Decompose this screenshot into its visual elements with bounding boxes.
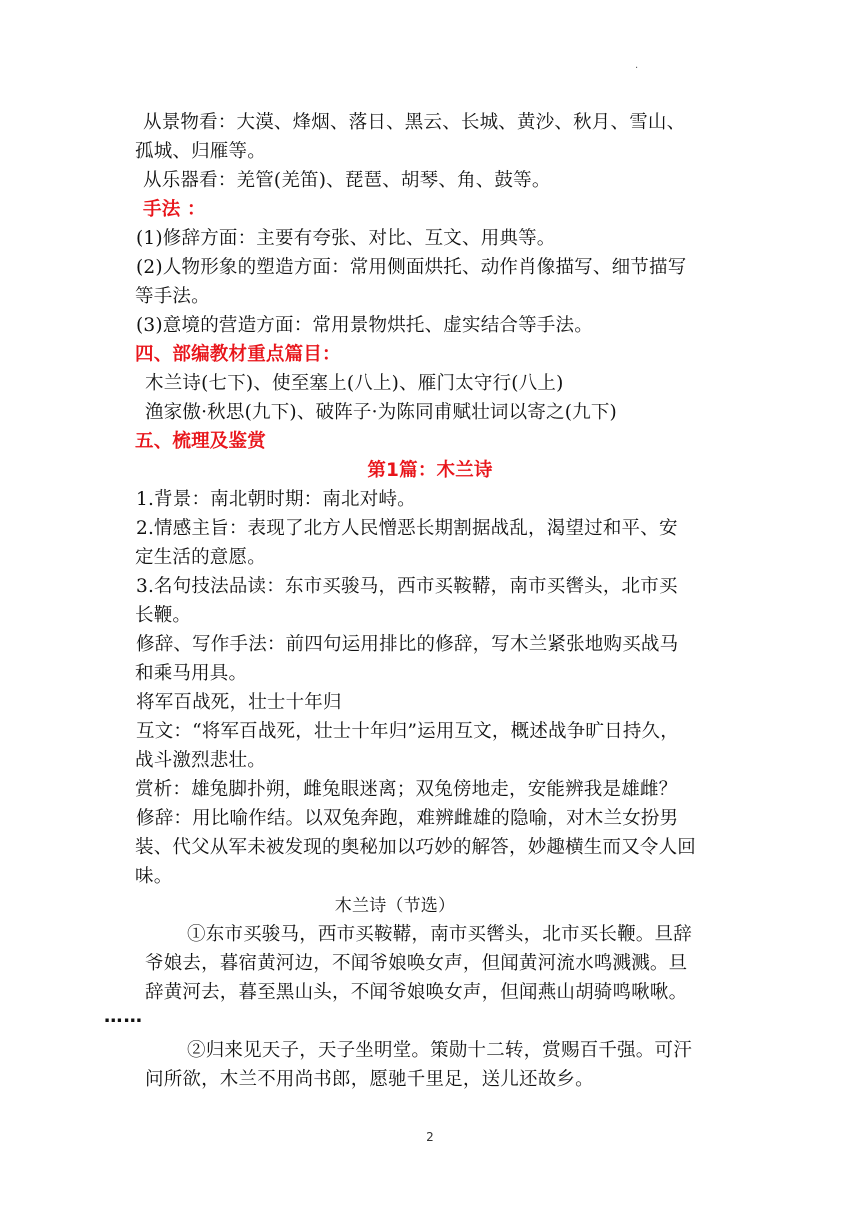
text-line: 修辞：用比喻作结。以双兔奔跑，难辨雌雄的隐喻，对木兰女扮男: [136, 808, 679, 829]
text-line: 2.情感主旨：表现了北方人民憎恶长期割据战乱，渴望过和平、安: [136, 518, 678, 539]
text-line: 互文：“将军百战死，壮士十年归”运用互文，概述战争旷日持久，: [136, 721, 679, 742]
text-line: 和乘马用具。: [135, 663, 248, 684]
text-line: 定生活的意愿。: [135, 547, 266, 568]
text-line: 将军百战死，壮士十年归: [136, 692, 342, 713]
text-line: (2)人物形象的塑造方面：常用侧面烘托、动作肖像描写、细节描写: [136, 257, 687, 278]
text-line: 战斗激烈悲壮。: [135, 750, 266, 771]
corner-dot: .: [635, 60, 639, 71]
section-heading: 手法 ：: [143, 199, 206, 220]
poem-line: 辞黄河去，暮至黑山头，不闻爷娘唤女声，但闻燕山胡骑鸣啾啾。: [145, 982, 688, 1003]
text-line: 修辞、写作手法：前四句运用排比的修辞，写木兰紧张地购买战马: [136, 634, 679, 655]
text-line: 从乐器看：羌管(羌笛)、琵琶、胡琴、角、鼓等。: [143, 170, 551, 191]
text-line: 渔家傲·秋思(九下)、破阵子·为陈同甫赋壮词以寄之(九下): [145, 402, 617, 423]
section-heading: 五、梳理及鉴赏: [135, 431, 266, 452]
text-line: 木兰诗(七下)、使至塞上(八上)、雁门太守行(八上): [145, 373, 564, 394]
text-line: 从景物看：大漠、烽烟、落日、黑云、长城、黄沙、秋月、雪山、: [143, 112, 686, 133]
poem-line: ②归来见天子，天子坐明堂。策勋十二转，赏赐百千强。可汗: [187, 1040, 692, 1061]
poem-line: ①东市买骏马，西市买鞍鞯，南市买辔头，北市买长鞭。旦辞: [187, 924, 692, 945]
poem-line: 问所欲，木兰不用尚书郎，愿驰千里足，送儿还故乡。: [145, 1069, 594, 1090]
text-line: 长鞭。: [135, 605, 192, 626]
text-line: 孤城、归雁等。: [135, 141, 266, 162]
article-title: 第1篇：木兰诗: [367, 460, 493, 481]
text-line: 等手法。: [135, 286, 210, 307]
text-line: (1)修辞方面：主要有夸张、对比、互文、用典等。: [136, 228, 556, 249]
section-heading: 四、部编教材重点篇目：: [135, 344, 341, 365]
text-line: 赏析：雄兔脚扑朔，雌兔眼迷离；双兔傍地走，安能辨我是雄雌？: [135, 779, 678, 800]
poem-title: 木兰诗（节选）: [334, 896, 456, 916]
text-line: 装、代父从军未被发现的奥秘加以巧妙的解答，妙趣横生而又令人回: [135, 837, 697, 858]
ellipsis: ……: [104, 1006, 143, 1027]
text-line: 1.背景：南北朝时期：南北对峙。: [136, 489, 416, 510]
text-line: 3.名句技法品读：东市买骏马，西市买鞍鞯，南市买辔头，北市买: [136, 576, 678, 597]
page-number: 2: [426, 1130, 434, 1144]
poem-line: 爷娘去，暮宿黄河边，不闻爷娘唤女声，但闻黄河流水鸣溅溅。旦: [145, 953, 688, 974]
text-line: 味。: [135, 866, 173, 887]
text-line: (3)意境的营造方面：常用景物烘托、虚实结合等手法。: [136, 315, 593, 336]
